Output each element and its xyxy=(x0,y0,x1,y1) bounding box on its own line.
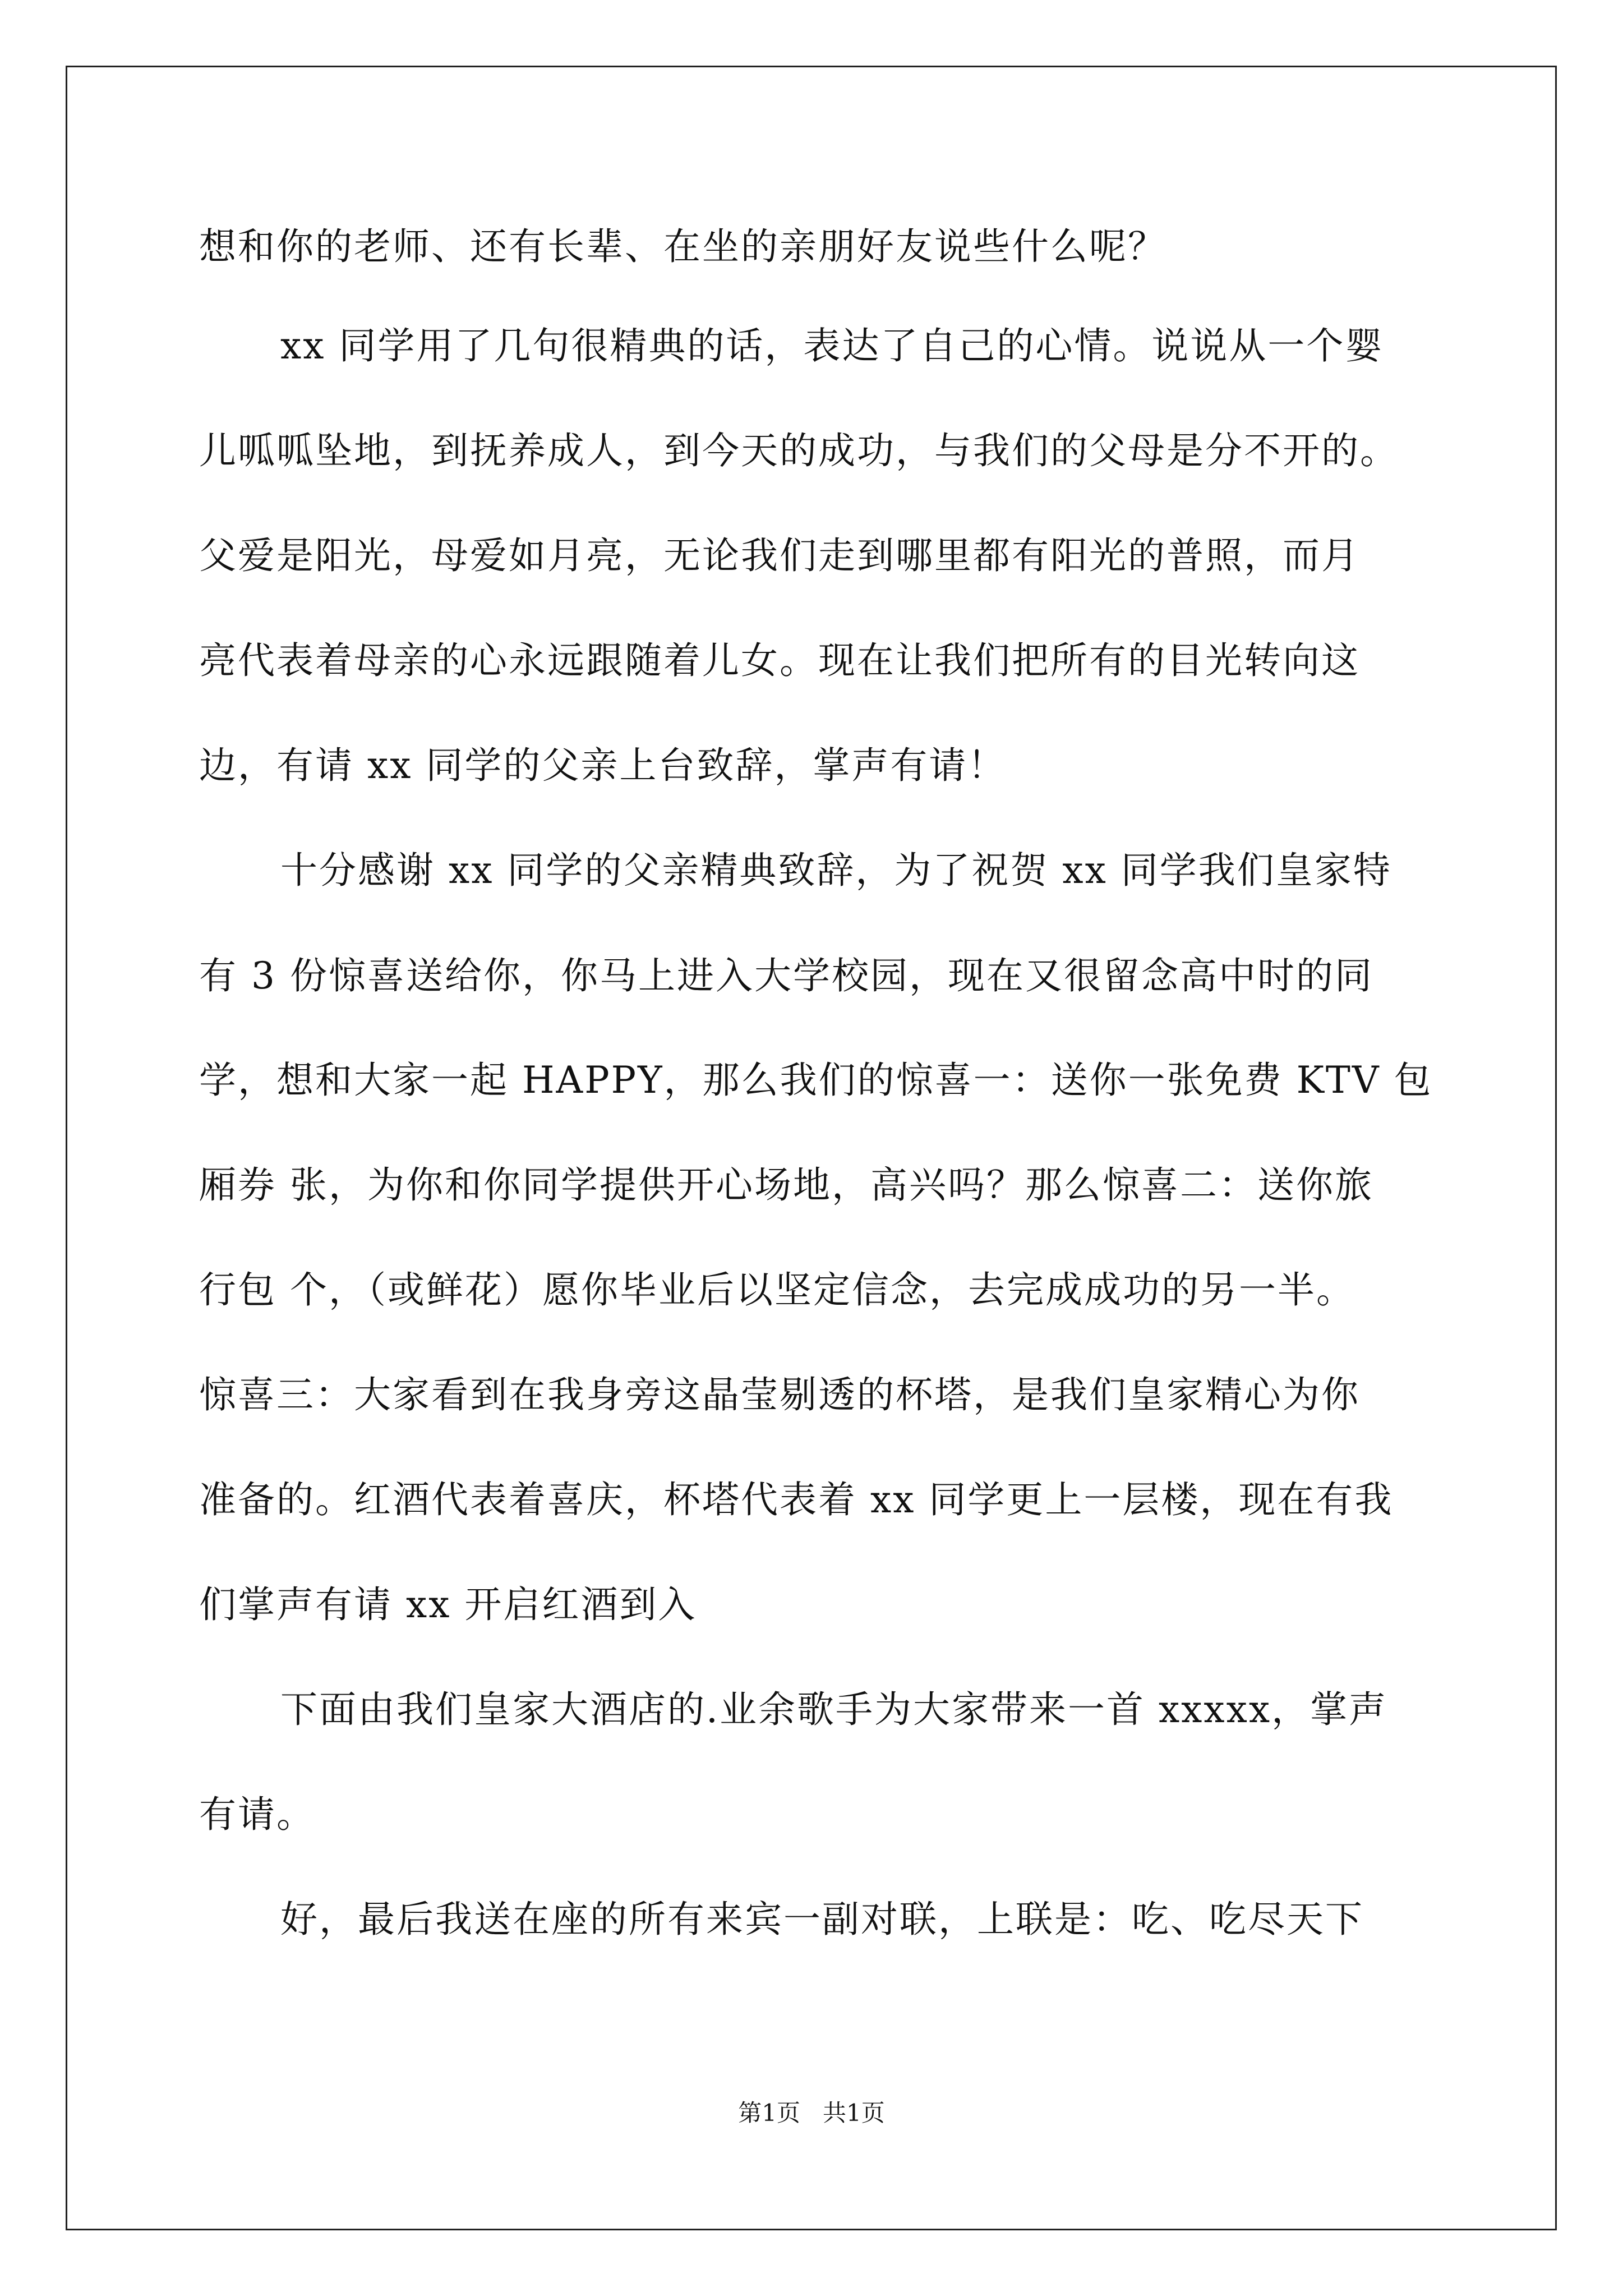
text-line: 惊喜三：大家看到在我身旁这晶莹剔透的杯塔，是我们皇家精心为你 xyxy=(199,1373,1360,1416)
page-footer: 第1页 共1页 xyxy=(738,2099,885,2127)
text-line: 行包 个，（或鲜花）愿你毕业后以坚定信念，去完成成功的另一半。 xyxy=(199,1268,1355,1312)
text-line: 十分感谢 xx 同学的父亲精典致辞，为了祝贺 xx 同学我们皇家特 xyxy=(280,849,1392,892)
text-line: xx 同学用了几句很精典的话，表达了自己的心情。说说从一个婴 xyxy=(280,324,1384,367)
text-line: 父爱是阳光，母爱如月亮，无论我们走到哪里都有阳光的普照，而月 xyxy=(199,534,1360,577)
text-line: 厢券 张，为你和你同学提供开心场地，高兴吗？那么惊喜二：送你旅 xyxy=(199,1163,1373,1207)
text-line: 学，想和大家一起 HAPPY，那么我们的惊喜一：送你一张免费 KTV 包 xyxy=(199,1059,1433,1102)
text-line: 亮代表着母亲的心永远跟随着儿女。现在让我们把所有的目光转向这 xyxy=(199,639,1360,682)
text-line: 有 3 份惊喜送给你，你马上进入大学校园，现在又很留念高中时的同 xyxy=(199,954,1373,997)
text-line: 好，最后我送在座的所有来宾一副对联，上联是：吃、吃尽天下 xyxy=(280,1898,1364,1941)
text-line: 想和你的老师、还有长辈、在坐的亲朋好友说些什么呢？ xyxy=(199,225,1166,268)
text-line: 们掌声有请 xx 开启红酒到入 xyxy=(199,1583,697,1626)
text-line: 边，有请 xx 同学的父亲上台致辞，掌声有请！ xyxy=(199,744,1007,787)
text-line: 儿呱呱坠地，到抚养成人，到今天的成功，与我们的父母是分不开的。 xyxy=(199,429,1399,472)
text-line: 有请。 xyxy=(199,1793,315,1836)
text-line: 准备的。红酒代表着喜庆，杯塔代表着 xx 同学更上一层楼，现在有我 xyxy=(199,1478,1394,1521)
text-line: 下面由我们皇家大酒店的.业余歌手为大家带来一首 xxxxx，掌声 xyxy=(280,1688,1388,1731)
